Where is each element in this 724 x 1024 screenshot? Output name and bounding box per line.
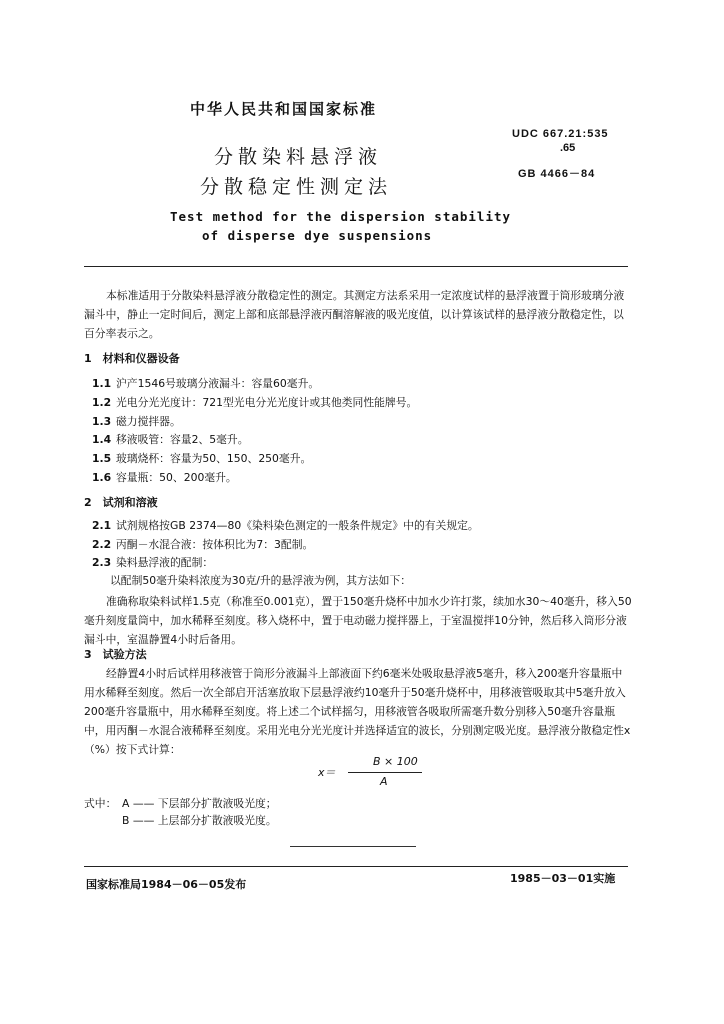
title-line-2: 分散稳定性测定法 xyxy=(200,176,393,198)
udc-code: UDC 667.21:535 xyxy=(512,128,609,140)
item-text: 沪产1546号玻璃分液漏斗：容量60毫升。 xyxy=(116,377,320,390)
issuing-org: 中华人民共和国国家标准 xyxy=(190,100,378,118)
item-text: 光电分光光度计：721型光电分光光度计或其他类同性能牌号。 xyxy=(116,396,418,409)
footer-rule xyxy=(84,866,628,867)
item-text: 试剂规格按GB 2374—80《染料染色测定的一般条件规定》中的有关规定。 xyxy=(116,519,479,532)
section-2-title: 2 试剂和溶液 xyxy=(84,496,158,509)
item-number: 1.2 xyxy=(92,396,112,409)
title-line-1: 分散染料悬浮液 xyxy=(214,146,383,168)
item-text: 丙酮－水混合液：按体积比为7：3配制。 xyxy=(116,538,314,551)
where-a: A —— 下层部分扩散液吸光度； xyxy=(122,797,277,810)
end-rule xyxy=(290,846,416,847)
udc-code-cont: .65 xyxy=(560,142,576,154)
suspension-prep-intro: 以配制50毫升染料浓度为30克/升的悬浮液为例，其方法如下： xyxy=(110,574,412,587)
item-text: 玻璃烧杯：容量为50、150、250毫升。 xyxy=(116,452,312,465)
section-3-title: 3 试验方法 xyxy=(84,648,147,661)
item-number: 1.5 xyxy=(92,452,112,465)
item-number: 2.1 xyxy=(92,519,112,532)
fraction-bar xyxy=(348,772,422,773)
item-number: 1.6 xyxy=(92,471,112,484)
item-text: 移液吸管：容量2、5毫升。 xyxy=(116,433,249,446)
issued-date: 国家标准局1984－06－05发布 xyxy=(86,878,247,891)
english-title-1: Test method for the dispersion stability xyxy=(170,209,512,224)
item-text: 容量瓶：50、200毫升。 xyxy=(116,471,237,484)
item-number: 1.3 xyxy=(92,415,112,428)
header-rule xyxy=(84,266,628,267)
formula-numerator: B × 100 xyxy=(373,755,418,768)
item-2-3 xyxy=(92,555,213,570)
item-number: 2.3 xyxy=(92,556,112,569)
item-2-1 xyxy=(92,518,479,533)
suspension-prep-steps: 准确称取染料试样1.5克（称准至0.001克），置于150毫升烧杯中加水少许打浆，续加水30～40毫升，移入50毫升刻度量筒中，加水稀释至刻度。移入烧杯中，置于电动磁力搅拌器上，于室温搅拌10分钟，然后移入筒形分液漏斗中，室温静置4小时后备用。 xyxy=(84,595,632,646)
item-1-1 xyxy=(92,376,319,391)
english-title-2: of disperse dye suspensions xyxy=(202,228,433,243)
where-b: B —— 上层部分扩散液吸光度。 xyxy=(122,814,277,827)
item-text: 磁力搅拌器。 xyxy=(116,415,181,428)
item-number: 1.1 xyxy=(92,377,112,390)
item-1-6 xyxy=(92,470,237,485)
gb-number: GB 4466－84 xyxy=(518,168,596,180)
item-1-2 xyxy=(92,395,417,410)
item-1-4 xyxy=(92,432,249,447)
formula-lhs: x＝ xyxy=(318,766,336,779)
effective-date: 1985－03－01实施 xyxy=(510,872,616,885)
intro-paragraph: 本标准适用于分散染料悬浮液分散稳定性的测定。其测定方法系采用一定浓度试样的悬浮液置于筒形玻璃分液漏斗中，静止一定时间后，测定上部和底部悬浮液丙酮溶解液的吸光度值，以计算该试样的悬浮液分散稳定性，以百分率表示之。 xyxy=(84,289,625,340)
test-method-paragraph: 经静置4小时后试样用移液管于筒形分液漏斗上部液面下约6毫米处吸取悬浮液5毫升，移入200毫升容量瓶中用水稀释至刻度。然后一次全部启开活塞放取下层悬浮液约10毫升于50毫升烧杯中，用移液管吸取其中5毫升放入200毫升容量瓶中，用水稀释至刻度。将上述二个试样摇匀，用移液管各吸取所需毫升数分别移入50毫升容量瓶中，用丙酮－水混合液稀释至刻度。采用光电分光光度计并选择适宜的波长，分别测定吸光度。悬浮液分散稳定性x（%）按下式计算： xyxy=(84,667,631,756)
formula-denominator: A xyxy=(380,775,388,788)
section-1-title: 1 材料和仪器设备 xyxy=(84,352,180,365)
item-1-5 xyxy=(92,451,311,466)
where-label: 式中： xyxy=(84,797,117,810)
item-number: 1.4 xyxy=(92,433,112,446)
item-1-3 xyxy=(92,414,181,429)
item-text: 染料悬浮液的配制： xyxy=(116,556,214,569)
item-number: 2.2 xyxy=(92,538,112,551)
item-2-2 xyxy=(92,537,313,552)
